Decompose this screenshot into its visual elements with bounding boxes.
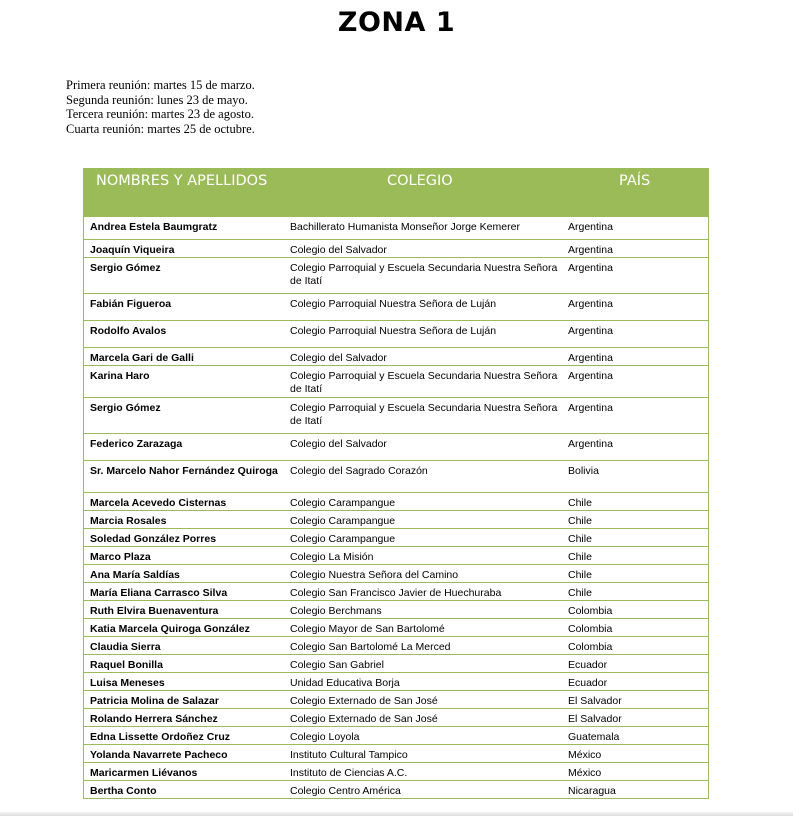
cell-country: El Salvador [568, 713, 622, 725]
cell-name: Rodolfo Avalos [90, 325, 167, 337]
cell-country: Chile [568, 587, 592, 599]
cell-name: Joaquín Viqueira [90, 244, 175, 256]
table-row [84, 565, 708, 583]
cell-school: Colegio San Gabriel [290, 659, 384, 671]
cell-school: Colegio Parroquial y Escuela Secundaria Nuestra Señora de Itatí [290, 370, 558, 395]
table-row [84, 366, 708, 398]
table-row [84, 547, 708, 565]
cell-name: Maricarmen Liévanos [90, 767, 198, 779]
table-row [84, 655, 708, 673]
cell-country: Argentina [568, 298, 613, 310]
cell-country: Colombia [568, 605, 613, 617]
cell-school: Colegio del Salvador [290, 438, 387, 450]
cell-name: Sergio Gómez [90, 262, 161, 274]
table-row [84, 745, 708, 763]
table-row [84, 763, 708, 781]
cell-country: Argentina [568, 352, 613, 364]
cell-school: Colegio Loyola [290, 731, 360, 743]
table-row [84, 240, 708, 258]
cell-country: Nicaragua [568, 785, 616, 797]
table-row [84, 461, 708, 493]
table-row [84, 294, 708, 321]
table-row [84, 583, 708, 601]
cell-school: Colegio Parroquial y Escuela Secundaria Nuestra Señora de Itatí [290, 262, 558, 287]
cell-country: Guatemala [568, 731, 620, 743]
cell-country: Argentina [568, 262, 613, 274]
cell-school: Colegio Berchmans [290, 605, 382, 617]
table-row [84, 709, 708, 727]
cell-school: Instituto Cultural Tampico [290, 749, 408, 761]
cell-school: Unidad Educativa Borja [290, 677, 400, 689]
meeting-dates [66, 78, 255, 136]
cell-name: Soledad González Porres [90, 533, 217, 545]
cell-country: Argentina [568, 402, 613, 414]
cell-school: Colegio del Sagrado Corazón [290, 465, 428, 477]
header-name: NOMBRES Y APELLIDOS [96, 173, 268, 189]
table-row [84, 258, 708, 294]
participants-table [83, 168, 709, 799]
page-title: ZONA 1 [337, 7, 456, 38]
cell-school: Colegio Externado de San José [290, 695, 438, 707]
cell-name: Federico Zarazaga [90, 438, 183, 450]
cell-name: Sergio Gómez [90, 402, 161, 414]
cell-name: Fabián Figueroa [90, 298, 172, 310]
cell-name: Patricia Molina de Salazar [90, 695, 219, 707]
cell-name: Marco Plaza [90, 551, 151, 563]
cell-school: Colegio del Salvador [290, 352, 387, 364]
cell-name: Yolanda Navarrete Pacheco [90, 749, 228, 761]
page-edge [0, 812, 793, 816]
cell-name: Katia Marcela Quiroga González [90, 623, 250, 635]
meeting-line: Cuarta reunión: martes 25 de octubre. [66, 121, 255, 136]
cell-school: Colegio Externado de San José [290, 713, 438, 725]
cell-school: Colegio Centro América [290, 785, 401, 797]
cell-country: Ecuador [568, 677, 608, 689]
cell-school: Colegio del Salvador [290, 244, 387, 256]
cell-country: Colombia [568, 623, 613, 635]
table-row [84, 321, 708, 348]
cell-name: Andrea Estela Baumgratz [90, 221, 218, 233]
cell-name: Marcela Acevedo Cisternas [90, 497, 227, 509]
cell-school: Colegio Parroquial Nuestra Señora de Luján [290, 325, 497, 337]
cell-country: Argentina [568, 438, 613, 450]
table-row [84, 673, 708, 691]
table-row [84, 434, 708, 461]
cell-school: Colegio Parroquial y Escuela Secundaria Nuestra Señora de Itatí [290, 402, 558, 427]
cell-country: Argentina [568, 221, 613, 233]
cell-country: Chile [568, 497, 592, 509]
cell-school: Colegio San Bartolomé La Merced [290, 641, 451, 653]
cell-school: Colegio San Francisco Javier de Huechuraba [290, 587, 502, 599]
cell-name: Claudia Sierra [90, 641, 161, 653]
cell-school: Colegio Parroquial Nuestra Señora de Luján [290, 298, 497, 310]
cell-school: Colegio Mayor de San Bartolomé [290, 623, 445, 635]
cell-country: Chile [568, 533, 592, 545]
cell-name: Edna Lissette Ordoñez Cruz [90, 731, 231, 743]
cell-country: Argentina [568, 244, 613, 256]
cell-name: Ruth Elvira Buenaventura [90, 605, 219, 617]
cell-name: Raquel Bonilla [90, 659, 163, 671]
cell-name: María Eliana Carrasco Silva [90, 587, 228, 599]
table-body [83, 217, 709, 799]
meeting-line: Primera reunión: martes 15 de marzo. [66, 78, 255, 92]
cell-name: Marcela Gari de Galli [90, 352, 194, 364]
cell-school: Bachillerato Humanista Monseñor Jorge Kemerer [290, 221, 520, 233]
cell-name: Karina Haro [90, 370, 150, 382]
meeting-line: Tercera reunión: martes 23 de agosto. [66, 107, 254, 121]
table-row [84, 619, 708, 637]
table-row [84, 529, 708, 547]
table-header [83, 168, 709, 217]
meeting-line: Segunda reunión: lunes 23 de mayo. [66, 92, 248, 107]
table-row [84, 493, 708, 511]
header-school: COLEGIO [387, 173, 453, 189]
cell-school: Colegio Carampangue [290, 497, 396, 509]
cell-school: Instituto de Ciencias A.C. [290, 767, 408, 779]
cell-school: Colegio Nuestra Señora del Camino [290, 569, 459, 581]
cell-name: Bertha Conto [90, 785, 157, 797]
table-row [84, 691, 708, 709]
table-row [84, 398, 708, 434]
cell-country: Argentina [568, 325, 613, 337]
cell-country: Chile [568, 515, 592, 527]
cell-country: México [568, 749, 602, 761]
cell-country: Chile [568, 569, 592, 581]
table-row [84, 217, 708, 240]
cell-school: Colegio La Misión [290, 551, 374, 563]
cell-name: Sr. Marcelo Nahor Fernández Quiroga [90, 465, 278, 477]
table-row [84, 511, 708, 529]
cell-country: Bolivia [568, 465, 599, 477]
cell-country: Argentina [568, 370, 613, 382]
cell-name: Marcia Rosales [90, 515, 167, 527]
cell-school: Colegio Carampangue [290, 515, 396, 527]
cell-country: Chile [568, 551, 592, 563]
cell-name: Rolando Herrera Sánchez [90, 713, 218, 725]
cell-name: Ana María Saldías [90, 569, 180, 581]
table-row [84, 637, 708, 655]
cell-country: Ecuador [568, 659, 608, 671]
cell-country: El Salvador [568, 695, 622, 707]
cell-country: Colombia [568, 641, 613, 653]
header-country: PAÍS [619, 173, 651, 189]
cell-name: Luisa Meneses [90, 677, 165, 689]
table-row [84, 781, 708, 799]
cell-country: México [568, 767, 602, 779]
table-row [84, 727, 708, 745]
table-row [84, 348, 708, 366]
table-row [84, 601, 708, 619]
cell-school: Colegio Carampangue [290, 533, 396, 545]
